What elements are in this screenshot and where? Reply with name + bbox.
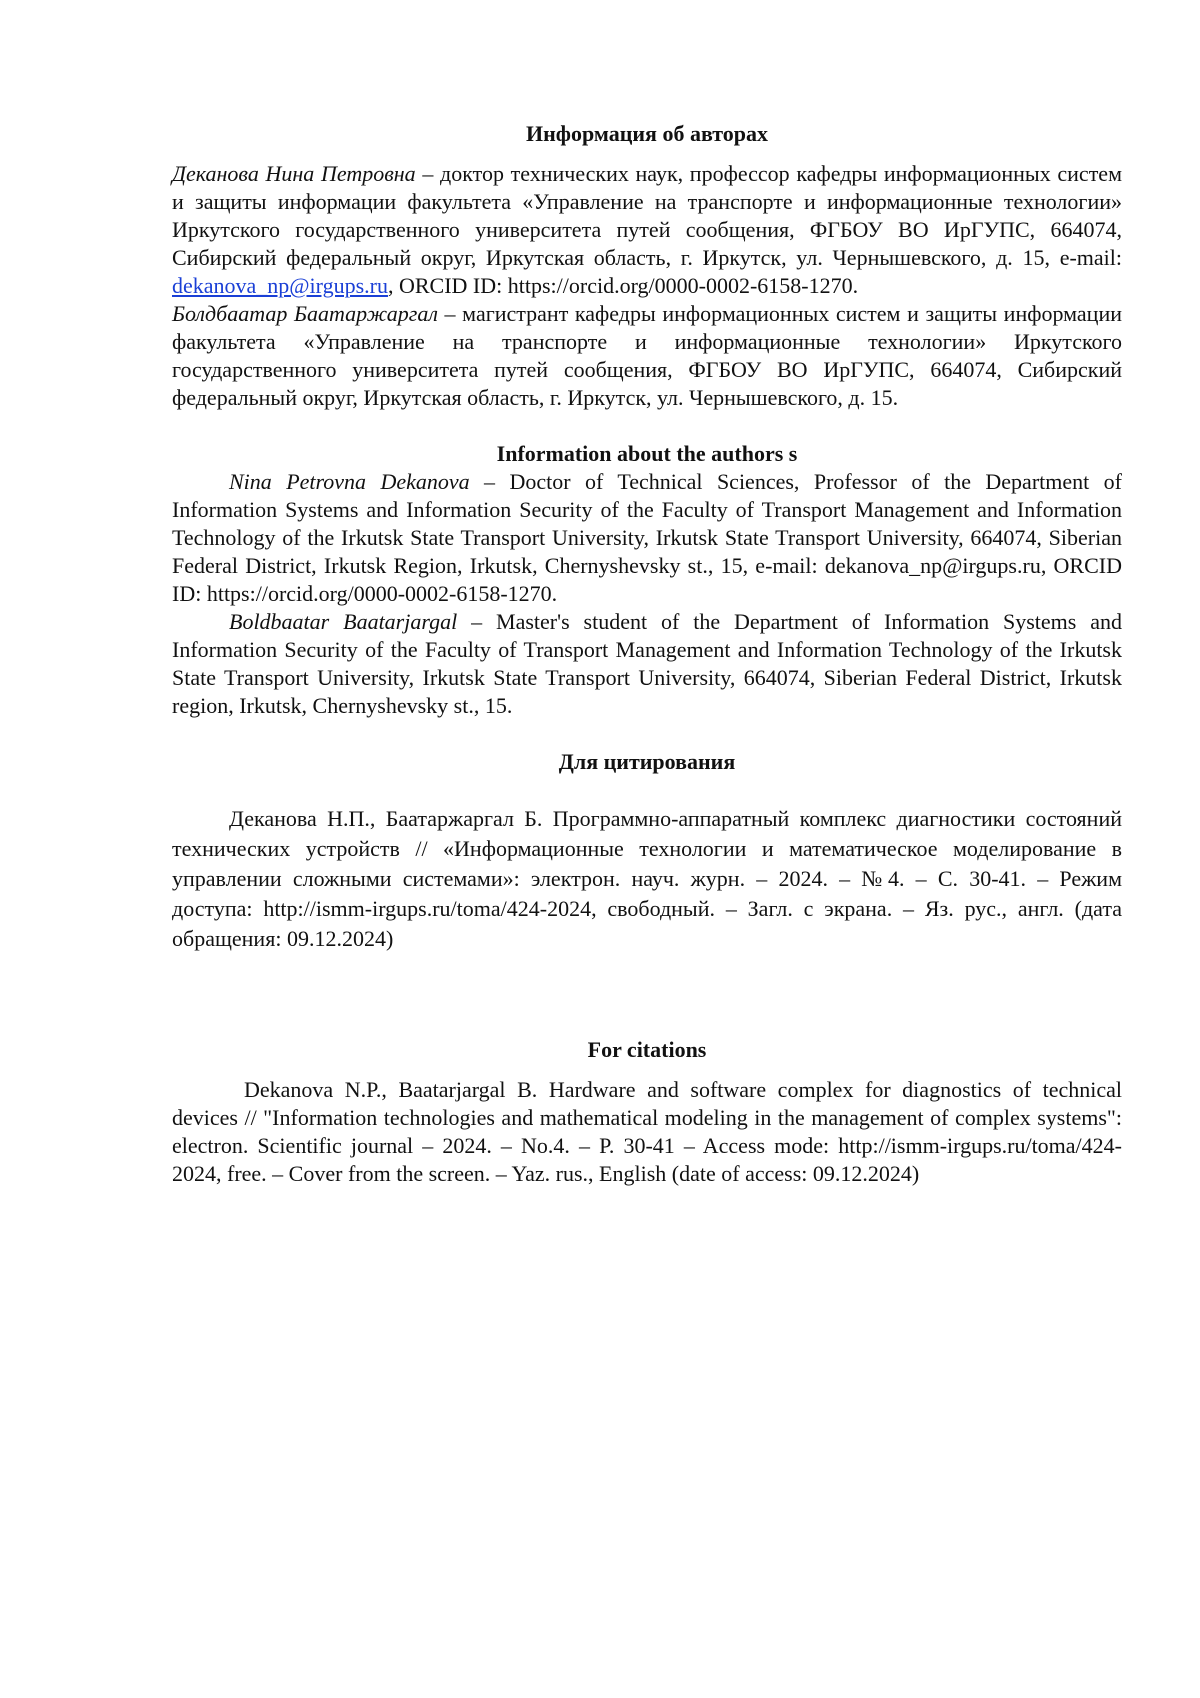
- orcid-text: , ORCID ID: https://orcid.org/0000-0002-6158-1270.: [387, 273, 859, 298]
- citation-ru: Деканова Н.П., Баатаржаргал Б. Программно-аппаратный комплекс диагностики состояний технических устройств // «Информационные технологии и математическое моделирование в управлении сложными системами»: электрон. науч. журн. – 2024. – №4. – С. 30-41. – Режим доступа: http://ismm-irgups.ru/toma/424-2024, свободный. – Загл. с экрана. – Яз. рус., англ. (дата обращения: 09.12.2024): [172, 806, 1122, 951]
- email-link[interactable]: dekanova_np@irgups.ru: [172, 273, 388, 298]
- author-name: Болдбаатар Баатаржаргал: [172, 301, 438, 326]
- author-name: Nina Petrovna Dekanova: [229, 469, 470, 494]
- heading-citation-ru: Для цитирования: [558, 749, 736, 774]
- author-name: Boldbaatar Baatarjargal: [229, 609, 458, 634]
- heading-authors-en: Information about the authors s: [496, 441, 798, 466]
- citation-en: Dekanova N.P., Baatarjargal B. Hardware and software complex for diagnostics of technical devices // "Information technologies and mathematical modeling in the management of complex systems": electron. Scientific journal – 2024. – No.4. – P. 30-41 – Access mode: http://ismm-irgups.ru/toma/424-2024, free. – Cover from the screen. – Yaz. rus., English (date of access: 09.12.2024): [172, 1077, 1122, 1186]
- document-page: [172, 110, 1122, 1188]
- author-ru-2: [172, 300, 1122, 412]
- author-en-2: [172, 608, 1122, 720]
- heading-authors-ru: Информация об авторах: [525, 121, 769, 146]
- author-bio: – Master's student of the Department of Information Systems and Information Security of the Faculty of Transport Management and Information Technology of the Irkutsk State Transport University, Irkutsk State Transport University, 664074, Siberian Federal District, Irkutsk region, Irkutsk, Chernyshevsky st., 15.: [172, 609, 1123, 718]
- author-ru-1: [172, 160, 1122, 300]
- author-en-1: [172, 468, 1122, 608]
- author-bio: – магистрант кафедры информационных систем и защиты информации факультета «Управление на транспорте и информационные технологии» Иркутского государственного университета путей сообщения, ФГБОУ ВО ИрГУПС, 664074, Сибирский федеральный округ, Иркутская область, г. Иркутск, ул. Чернышевского, д. 15.: [172, 301, 1122, 410]
- author-name: Деканова Нина Петровна: [172, 161, 416, 186]
- heading-citation-en: For citations: [587, 1037, 707, 1062]
- author-bio: – доктор технических наук, профессор кафедры информационных систем и защиты информации факультета «Управление на транспорте и информационные технологии» Иркутского государственного университета путей сообщения, ФГБОУ ВО ИрГУПС, 664074, Сибирский федеральный округ, Иркутская область, г. Иркутск, ул. Чернышевского, д. 15, e-mail:: [172, 161, 1122, 270]
- author-bio: – Doctor of Technical Sciences, Professor of the Department of Information Systems and Information Security of the Faculty of Transport Management and Information Technology of the Irkutsk State Transport University, Irkutsk State Transport University, 664074, Siberian Federal District, Irkutsk Region, Irkutsk, Chernyshevsky st., 15, e-mail: dekanova_np@irgups.ru, ORCID ID: https://orcid.org/0000-0002-6158-1270.: [172, 469, 1122, 606]
